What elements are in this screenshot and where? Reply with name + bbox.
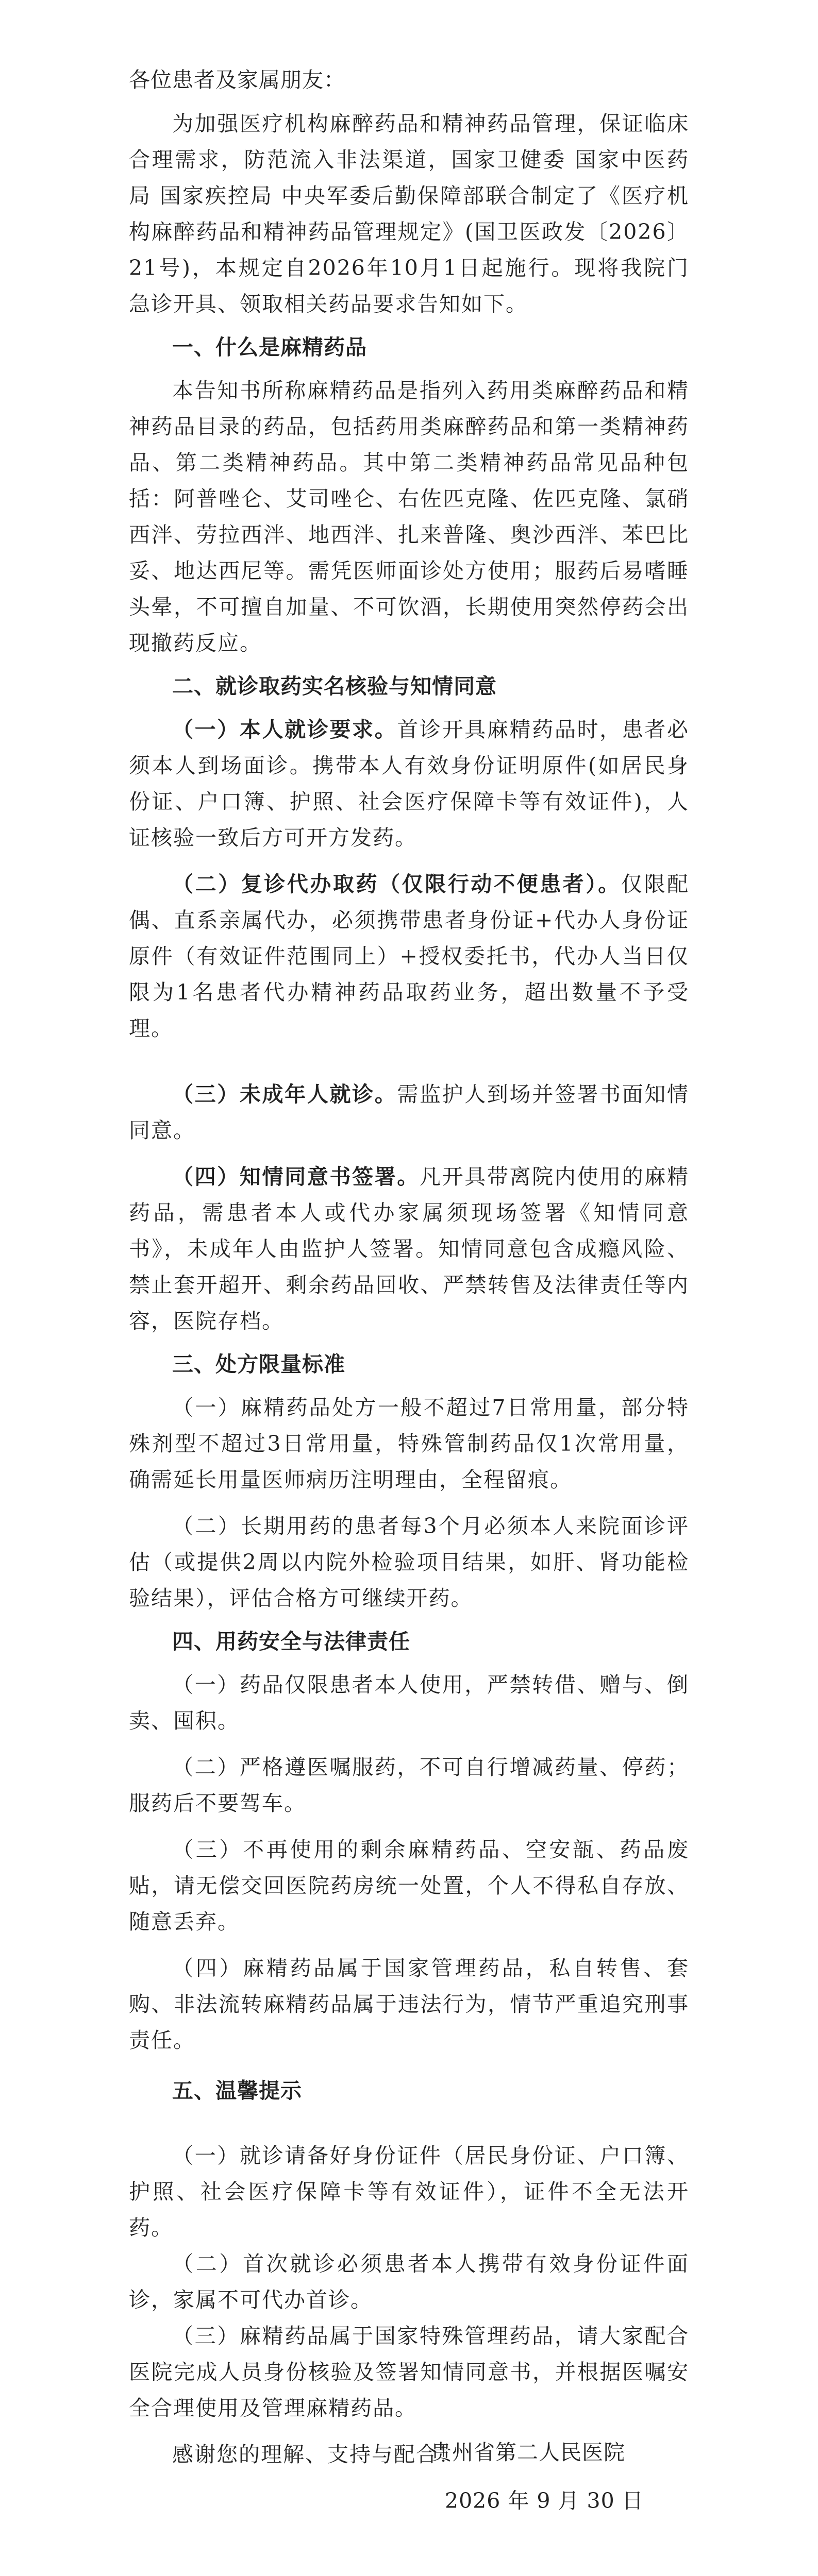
paragraph-text: 需监护人到场并签署书面知情同意。: [129, 1082, 690, 1143]
paragraph-lead: （二）复诊代办取药（仅限行动不便患者）。: [172, 872, 621, 896]
section-2-paragraph-2: [129, 866, 689, 1046]
section-3-paragraph-2: [129, 1508, 689, 1616]
paragraph-text: （二）严格遵医嘱服药，不可自行增减药量、停药；服药后不要驾车。: [129, 1755, 689, 1816]
closing-text: 感谢您的理解、支持与配合！: [172, 2442, 460, 2467]
paragraph-text: （三）不再使用的剩余麻精药品、空安瓿、药品废贴，请无偿交回医院药房统一处置，个人不得私自存放、随意丢弃。: [129, 1837, 689, 1934]
section-heading-4: 四、用药安全与法律责任: [172, 1629, 410, 1654]
paragraph-lead: （一）本人就诊要求。: [172, 717, 397, 742]
paragraph-text: 首诊开具麻精药品时，患者必须本人到场面诊。携带本人有效身份证明原件(如居民身份证、户口簿、护照、社会医疗保障卡等有效证件)，人证核验一致后方可开方发药。: [129, 717, 690, 850]
section-heading-5: 五、温馨提示: [172, 2078, 302, 2103]
paragraph-lead: （四）知情同意书签署。: [172, 1164, 420, 1189]
paragraph-lead: （三）未成年人就诊。: [172, 1082, 397, 1107]
signature-date: 2026 年 9 月 30 日: [445, 2488, 644, 2513]
section-2-paragraph-3: [129, 1076, 689, 1148]
section-heading-3: 三、处方限量标准: [172, 1352, 345, 1377]
signature-organization: 贵州省第二人民医院: [430, 2440, 625, 2465]
intro-paragraph: 为加强医疗机构麻醉药品和精神药品管理，保证临床合理需求，防范流入非法渠道，国家卫健委 国家中医药局 国家疾控局 中央军委后勤保障部联合制定了《医疗机构麻醉药品和精神药品管理规定》(国卫医政发〔2026〕21号)，本规定自2026年10月1日起施行。现将我院门急诊开具、领取相关药品要求告知如下。: [129, 111, 689, 316]
paragraph-text: 本告知书所称麻精药品是指列入药用类麻醉药品和精神药品目录的药品，包括药用类麻醉药品和第一类精神药品、第二类精神药品。其中第二类精神药品常见品种包括：阿普唑仑、艾司唑仑、右佐匹克隆、佐匹克隆、氯硝西泮、劳拉西泮、地西泮、扎来普隆、奥沙西泮、苯巴比妥、地达西尼等。需凭医师面诊处方使用；服药后易嗜睡头晕，不可擅自加量、不可饮酒，长期使用突然停药会出现撤药反应。: [129, 378, 689, 655]
section-3-paragraph-1: [129, 1389, 689, 1498]
paragraph-text: （三）麻精药品属于国家特殊管理药品，请大家配合医院完成人员身份核验及签署知情同意书，并根据医嘱安全合理使用及管理麻精药品。: [129, 2324, 689, 2420]
paragraph-text: （一）药品仅限患者本人使用，严禁转借、赠与、倒卖、囤积。: [129, 1672, 689, 1733]
section-5-paragraph-2: [129, 2246, 689, 2318]
section-2-paragraph-4: [129, 1159, 689, 1339]
section-4-paragraph-1: [129, 1667, 689, 1739]
section-5-paragraph-3: [129, 2318, 689, 2426]
paragraph-text: （一）就诊请备好身份证件（居民身份证、户口簿、护照、社会医疗保障卡等有效证件），证件不全无法开药。: [129, 2143, 689, 2240]
paragraph-text: （一）麻精药品处方一般不超过7日常用量，部分特殊剂型不超过3日常用量，特殊管制药品仅1次常用量，确需延长用量医师病历注明理由，全程留痕。: [129, 1395, 689, 1492]
paragraph-text: 凡开具带离院内使用的麻精药品，需患者本人或代办家属须现场签署《知情同意书》，未成年人由监护人签署。知情同意包含成瘾风险、禁止套开超开、剩余药品回收、严禁转售及法律责任等内容，医院存档。: [129, 1164, 689, 1333]
paragraph-text: 仅限配偶、直系亲属代办，必须携带患者身份证+代办人身份证原件（有效证件范围同上）+授权委托书，代办人当日仅限为1名患者代办精神药品取药业务，超出数量不予受理。: [129, 872, 690, 1041]
paragraph-text: （二）长期用药的患者每3个月必须本人来院面诊评估（或提供2周以内院外检验项目结果，如肝、肾功能检验结果），评估合格方可继续开药。: [129, 1514, 689, 1611]
section-4-paragraph-3: [129, 1832, 689, 1940]
section-heading-1: 一、什么是麻精药品: [172, 335, 367, 360]
section-1-paragraph-1: [129, 372, 689, 661]
paragraph-text: （四）麻精药品属于国家管理药品，私自转售、套购、非法流转麻精药品属于违法行为，情节严重追究刑事责任。: [129, 1956, 689, 2053]
section-5-paragraph-1: [129, 2138, 689, 2246]
section-2-paragraph-1: [129, 711, 689, 856]
section-heading-2: 二、就诊取药实名核验与知情同意: [172, 674, 497, 699]
paragraph-text: （二）首次就诊必须患者本人携带有效身份证件面诊，家属不可代办首诊。: [129, 2251, 689, 2312]
section-4-paragraph-4: [129, 1950, 689, 2058]
greeting: 各位患者及家属朋友：: [129, 67, 345, 92]
section-4-paragraph-2: [129, 1749, 689, 1821]
